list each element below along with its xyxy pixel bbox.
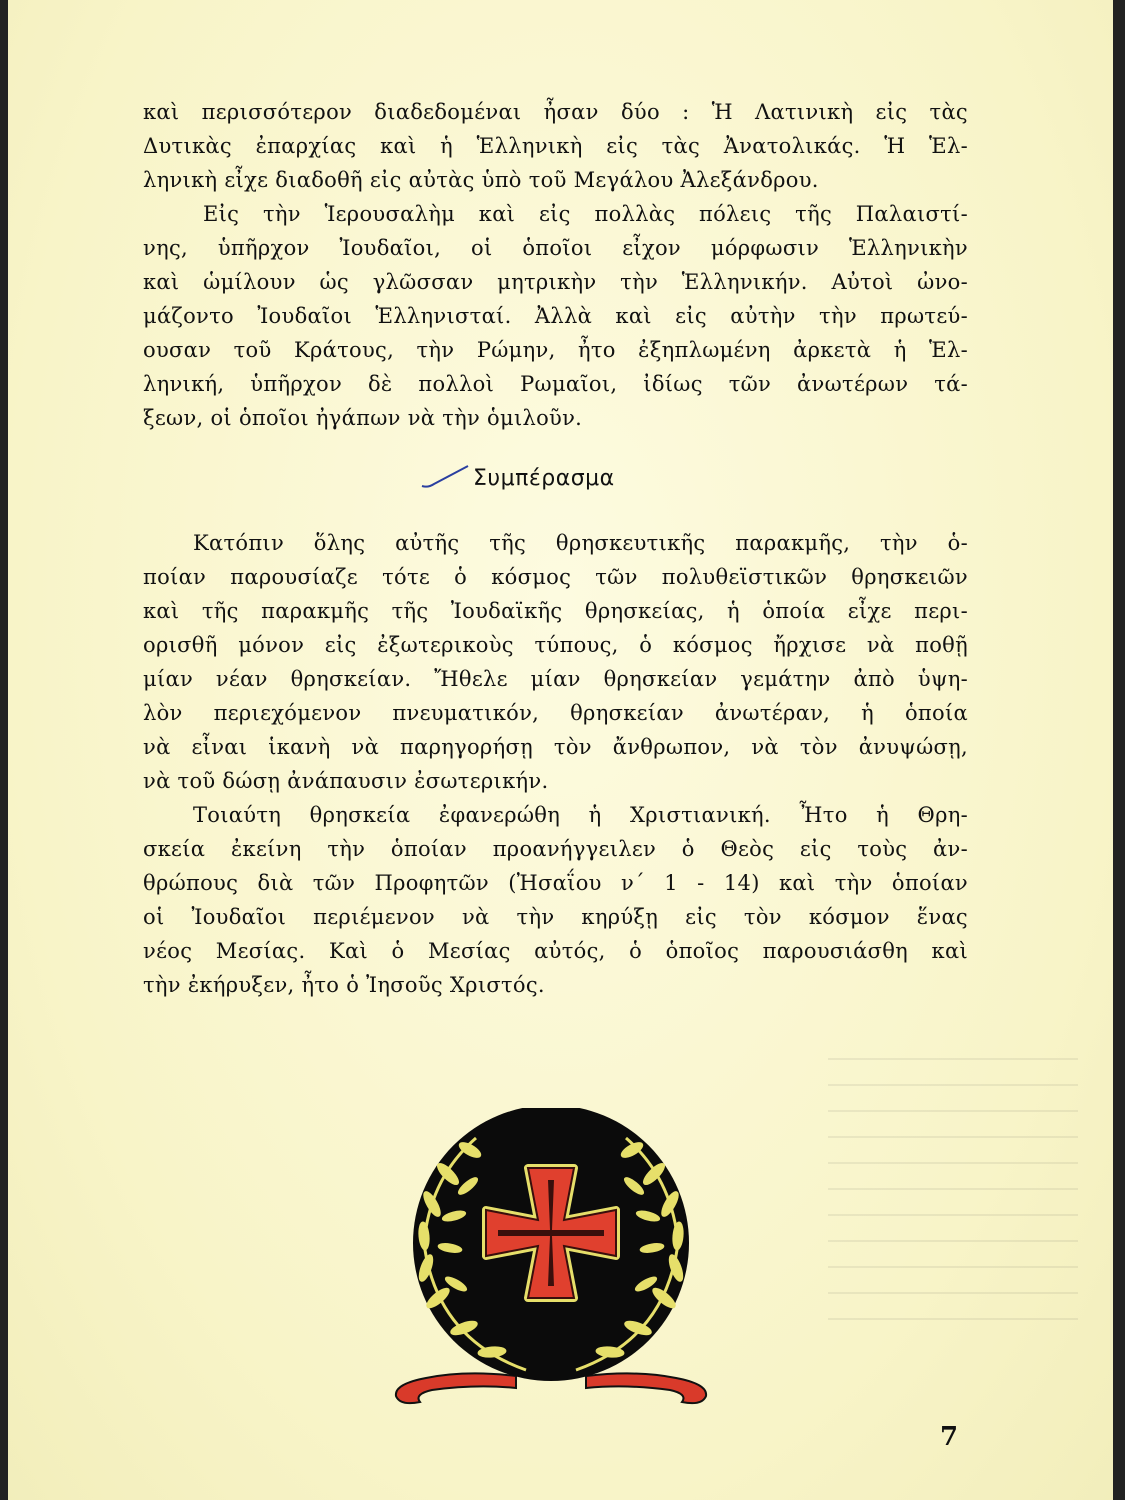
section-heading: Συμπέρασμα [473,466,615,491]
text-line: ορισθῆ μόνον εἰς ἐξωτερικοὺς τύπους, ὁ κόσμος ἤρχισε νὰ ποθῇ [143,633,968,657]
text-line: λὸν περιεχόμενον πνευματικόν, θρησκείαν ἀνωτέραν, ἡ ὁποία [143,701,968,725]
ribbon-left [396,1373,516,1403]
text-line: μίαν νέαν θρησκείαν. Ἤθελε μίαν θρησκείαν γεμάτην ἀπὸ ὑψη- [143,667,968,691]
text-line: καὶ ὡμίλουν ὡς γλῶσσαν μητρικὴν τὴν Ἑλληνικήν. Αὐτοὶ ὠνο- [143,270,968,294]
book-page [8,0,1113,1500]
text-line: Κατόπιν ὅλης αὐτῆς τῆς θρησκευτικῆς παρακμῆς, τὴν ὁ- [193,531,968,555]
text-line: νὰ τοῦ δώσῃ ἀνάπαυσιν ἐσωτερικήν. [143,769,549,793]
text-line: ποίαν παρουσίαζε τότε ὁ κόσμος τῶν πολυθεϊστικῶν θρησκειῶν [143,565,968,589]
text-line: νέος Μεσίας. Καὶ ὁ Μεσίας αὐτός, ὁ ὁποῖος παρουσιάσθη καὶ [143,939,968,963]
bleed-through-shadow [828,1040,1078,1320]
page-number: 7 [940,1422,959,1452]
text-line: ληνικὴ εἶχε διαδοθῆ εἰς αὐτὰς ὑπὸ τοῦ Μεγάλου Ἀλεξάνδρου. [143,168,819,192]
text-line: ληνική, ὑπῆρχον δὲ πολλοὶ Ρωμαῖοι, ἰδίως τῶν ἀνωτέρων τά- [143,372,968,396]
text-line: καὶ τῆς παρακμῆς τῆς Ἰουδαϊκῆς θρησκείας, ἡ ὁποία εἶχε περι- [143,599,968,623]
text-line: ουσαν τοῦ Κράτους, τὴν Ρώμην, ἦτο ἐξηπλωμένη ἀρκετὰ ἡ Ἑλ- [143,338,968,362]
text-line: καὶ περισσότερον διαδεδομέναι ἦσαν δύο : Ἡ Λατινικὴ εἰς τὰς [143,100,968,124]
text-line: σκεία ἐκείνη τὴν ὁποίαν προανήγγειλεν ὁ Θεὸς εἰς τοὺς ἀν- [143,837,968,861]
cross-wreath-emblem-icon [376,1108,726,1408]
text-line: μάζοντο Ἰουδαῖοι Ἑλληνισταί. Ἀλλὰ καὶ εἰς αὐτὴν τὴν πρωτεύ- [143,304,968,328]
text-line: θρώπους διὰ τῶν Προφητῶν (Ἠσαΐου ν΄ 1 - 14) καὶ τὴν ὁποίαν [143,871,968,895]
text-line: τὴν ἐκήρυξεν, ἦτο ὁ Ἰησοῦς Χριστός. [143,973,545,997]
text-line: Δυτικὰς ἐπαρχίας καὶ ἡ Ἑλληνικὴ εἰς τὰς Ἀνατολικάς. Ἡ Ἑλ- [143,134,968,158]
body-text-bottom [143,526,968,1002]
text-line: νὰ εἶναι ἱκανὴ νὰ παρηγορήσῃ τὸν ἄνθρωπον, νὰ τὸν ἀνυψώσῃ, [143,735,968,759]
ribbon-right [586,1373,706,1403]
text-line: ξεων, οἱ ὁποῖοι ἠγάπων νὰ τὴν ὁμιλοῦν. [143,406,583,430]
pen-check-mark-icon [418,462,473,492]
body-text-top [143,95,968,435]
text-line: Τοιαύτη θρησκεία ἐφανερώθη ἡ Χριστιανική. Ἦτο ἡ Θρη- [193,803,968,827]
text-line: Εἰς τὴν Ἱερουσαλὴμ καὶ εἰς πολλὰς πόλεις τῆς Παλαιστί- [203,202,968,226]
text-line: νης, ὑπῆρχον Ἰουδαῖοι, οἱ ὁποῖοι εἶχον μόρφωσιν Ἑλληνικὴν [143,236,968,260]
text-line: οἱ Ἰουδαῖοι περιέμενον νὰ τὴν κηρύξῃ εἰς τὸν κόσμον ἕνας [143,905,968,929]
